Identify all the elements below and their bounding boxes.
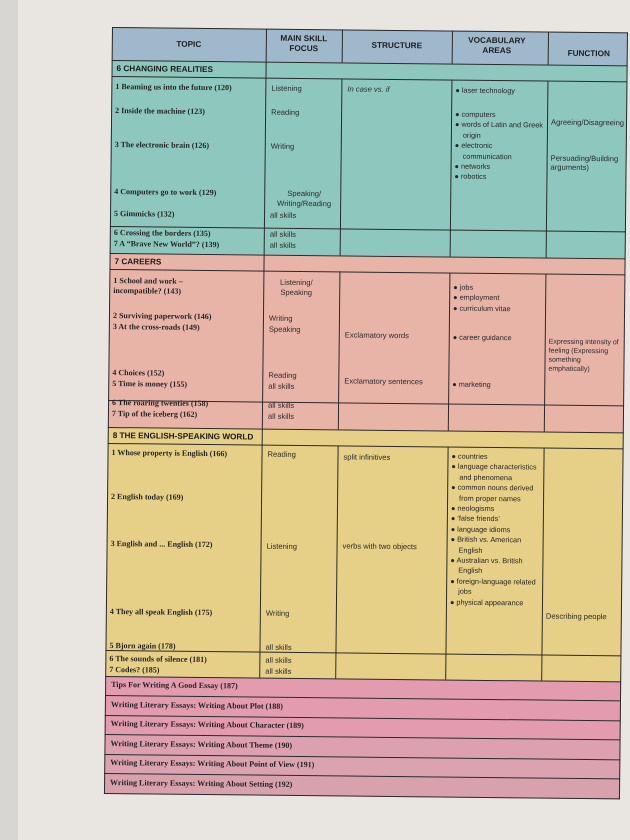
topic-item: 1 School and work – incompatible? (143) [113, 276, 183, 296]
vocabulary-list [453, 333, 541, 344]
column-header-function: FUNCTION [567, 48, 610, 59]
skill-cell: Listening/ Speaking [280, 277, 313, 298]
skill-cell: Listening [266, 541, 298, 551]
tips-row: Writing Literary Essays: Writing About Character (189) [110, 719, 304, 731]
skill-cell: Listening [271, 83, 302, 93]
vocabulary-item: ● physical appearance [449, 597, 524, 608]
function-cell: Agreeing/Disagreeing [550, 117, 625, 128]
topic-item: 2 English today (169) [111, 492, 184, 502]
structure-cell: Exclamatory words [344, 330, 409, 341]
vocabulary-item: ● electronic communication [454, 140, 512, 161]
topic-item: 4 Computers go to work (129) [114, 187, 217, 198]
topic-item: 3 At the cross-roads (149) [112, 322, 200, 332]
vocabulary-item: ● British vs. American English [450, 534, 522, 555]
vocabulary-list [455, 86, 543, 97]
vocabulary-item: ● words of Latin and Greek origin [454, 120, 544, 140]
topic-item: 7 A “Brave New World”? (139) [113, 239, 220, 250]
skill-cell: Writing [270, 141, 295, 151]
function-cell: Persuading/Building arguments) [550, 153, 619, 173]
vocabulary-item: ● employment [453, 292, 500, 303]
topic-item: 3 English and ... English (172) [110, 539, 213, 550]
skill-cell: Writing [268, 313, 293, 323]
topic-item: 5 Time is money (155) [112, 379, 188, 389]
topic-item: 7 Tip of the iceberg (162) [111, 409, 198, 419]
function-cell: Expressing intensity of feeling (Expressing something emphatically) [548, 338, 619, 374]
skill-cell: Reading [268, 370, 297, 380]
skill-cell: all skills [265, 666, 292, 676]
column-header-vocabulary: VOCABULARY AREAS [468, 35, 526, 56]
topic-item: 6 Crossing the borders (135) [113, 228, 211, 239]
topic-item: 6 The sounds of silence (181) [109, 654, 207, 665]
contents-table [104, 27, 628, 799]
vocabulary-item: ● countries [451, 451, 488, 461]
vocabulary-list [453, 283, 541, 315]
vocabulary-item: ● marketing [452, 379, 491, 389]
tips-row: Writing Literary Essays: Writing About Theme (190) [110, 739, 293, 750]
skill-cell: all skills [268, 400, 295, 410]
vocabulary-item: ● jobs [453, 282, 474, 292]
tips-row: Writing Literary Essays: Writing About Plot (188) [110, 700, 283, 711]
unit-title: 7 CAREERS [114, 257, 162, 267]
topic-item: 6 The roaring twenties (158) [112, 398, 209, 409]
vocabulary-item: ● neologisms [450, 503, 495, 514]
vocabulary-item: ● networks [454, 161, 491, 171]
vocabulary-item: ● language characteristics and phenomena [451, 461, 537, 483]
vocabulary-item: ● common nouns derived from proper names [451, 482, 534, 503]
topic-item: 2 Surviving paperwork (146) [112, 311, 212, 322]
skill-cell: all skills [267, 411, 295, 421]
tips-row: Writing Literary Essays: Writing About Setting (192) [110, 778, 293, 789]
vocabulary-item: ● career guidance [452, 332, 512, 343]
structure-cell: verbs with two objects [342, 541, 417, 552]
vocabulary-item: ● foreign-language related jobs [450, 576, 536, 597]
topic-item: 5 Gimmicks (132) [113, 209, 175, 219]
topic-item: 3 The electronic brain (126) [114, 140, 210, 151]
vocabulary-list [454, 110, 543, 184]
vocabulary-item: ● laser technology [455, 85, 515, 96]
skill-cell: Speaking [268, 324, 301, 334]
structure-cell: In case vs. if [347, 84, 390, 94]
skill-cell: Writing [265, 608, 290, 618]
topic-item: 1 Whose property is English (166) [111, 448, 228, 459]
unit-title: 8 THE ENGLISH-SPEAKING WORLD [112, 431, 254, 442]
unit-title: 6 CHANGING REALITIES [116, 64, 214, 75]
vocabulary-list [450, 452, 540, 609]
vocabulary-item: ● Australian vs. British English [450, 555, 523, 576]
column-header-structure: STRUCTURE [371, 40, 423, 51]
structure-cell: split infinitives [343, 452, 391, 462]
topic-item: 7 Codes? (185) [109, 665, 160, 675]
vocabulary-item: ● ‘false friends’ [450, 514, 500, 524]
tips-row: Writing Literary Essays: Writing About Point of View (191) [110, 758, 315, 770]
column-header-topic: TOPIC [176, 39, 202, 49]
topic-item: 4 They all speak English (175) [109, 607, 213, 618]
vocabulary-item: ● language idioms [450, 524, 511, 535]
skill-cell: all skills [269, 210, 297, 220]
skill-cell: all skills [269, 240, 296, 250]
vocabulary-item: ● computers [455, 109, 496, 120]
function-cell: Describing people [545, 611, 607, 622]
topic-item: 5 Bjorn again (178) [109, 641, 176, 651]
topic-item: 1 Beaming us into the future (120) [115, 82, 232, 93]
topic-item: 2 Inside the machine (123) [115, 106, 205, 116]
structure-cell: Exclamatory sentences [344, 376, 423, 387]
topic-item: 4 Choices (152) [112, 368, 165, 378]
tips-row: Tips For Writing A Good Essay (187) [111, 680, 238, 691]
vocabulary-item: ● curriculum vitae [453, 303, 511, 314]
skill-cell: Reading [271, 107, 300, 117]
book-page [18, 0, 630, 840]
vocabulary-list [452, 380, 540, 391]
skill-cell: Speaking/ Writing/Reading [277, 188, 332, 209]
skill-cell: all skills [265, 642, 292, 652]
skill-cell: Reading [267, 449, 296, 459]
skill-cell: all skills [269, 229, 297, 239]
column-header-skill: MAIN SKILL FOCUS [280, 33, 328, 54]
vocabulary-item: ● robotics [454, 172, 487, 182]
skill-cell: all skills [265, 655, 292, 665]
skill-cell: all skills [268, 381, 295, 391]
